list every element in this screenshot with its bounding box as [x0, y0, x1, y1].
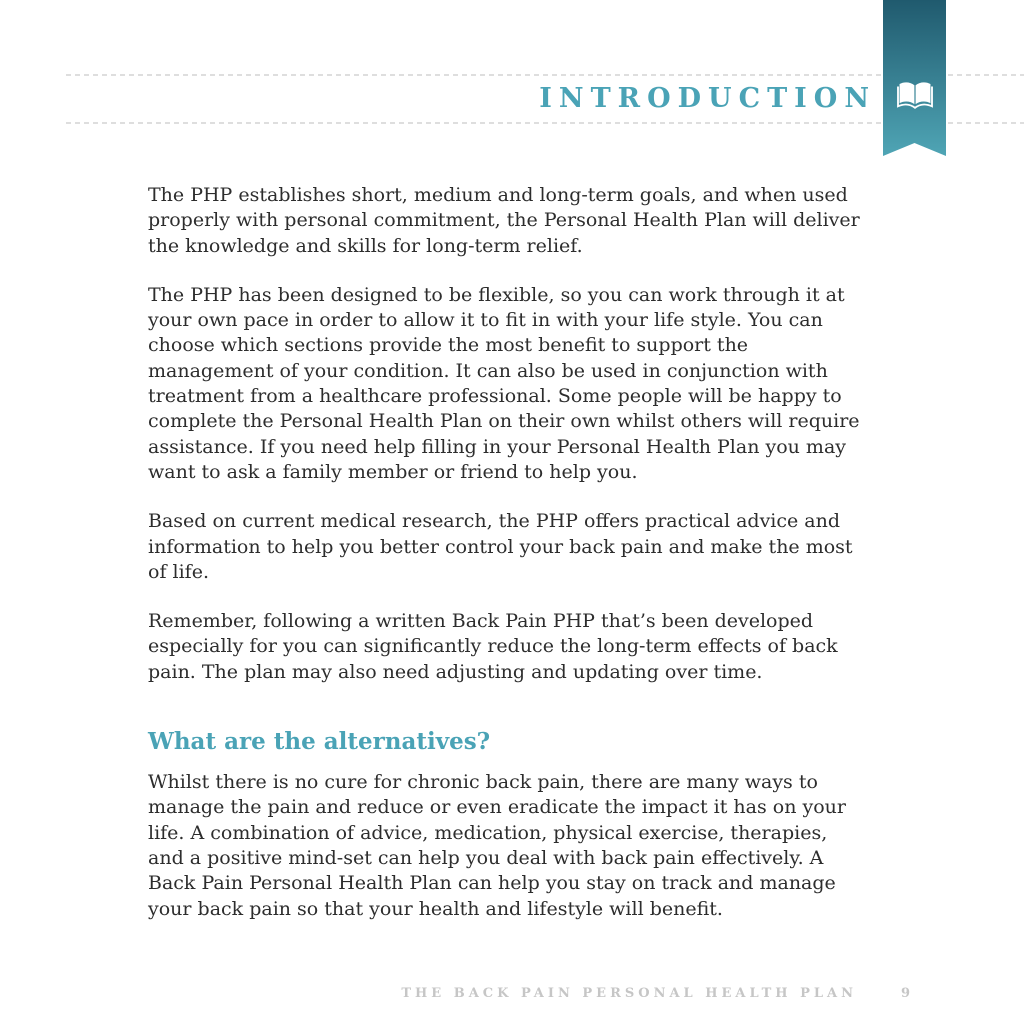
paragraph: Based on current medical research, the PHP offers practical advice and information to help you better control your back pain and make the most of life. — [148, 510, 853, 583]
paragraph: Remember, following a written Back Pain PHP that’s been developed especially for you can significantly reduce the long-term effects of back pain. The plan may also need adjusting and updating over time. — [148, 610, 838, 683]
page-number: 9 — [900, 986, 914, 1001]
page-content — [148, 183, 864, 946]
page-footer — [401, 986, 914, 1001]
chapter-title: INTRODUCTION — [539, 83, 876, 114]
bookmark-ribbon — [883, 0, 946, 156]
section-subheading: What are the alternatives? — [148, 728, 491, 756]
paragraph: The PHP establishes short, medium and long-term goals, and when used properly with personal commitment, the Personal Health Plan will deliver the knowledge and skills for long-term relief. — [148, 184, 860, 257]
dashed-divider-top — [66, 74, 1024, 76]
paragraph: The PHP has been designed to be flexible, so you can work through it at your own pace in order to allow it to fit in with your life style. You can choose which sections provide the most benefit to support the management of your condition. It can also be used in conjunction with treatment from a healthcare professional. Some people will be happy to complete the Personal Health Plan on their own whilst others will require assistance. If you need help filling in your Personal Health Plan you may want to ask a family member or friend to help you. — [148, 283, 860, 483]
open-book-icon — [896, 80, 934, 114]
footer-running-title: THE BACK PAIN PERSONAL HEALTH PLAN — [401, 986, 857, 1001]
paragraph: Whilst there is no cure for chronic back pain, there are many ways to manage the pain and reduce or even eradicate the impact it has on your life. A combination of advice, medication, physical exercise, therapies, and a positive mind-set can help you deal with back pain effectively. A Back Pain Personal Health Plan can help you stay on track and manage your back pain so that your health and lifestyle will benefit. — [148, 771, 846, 920]
dashed-divider-bottom — [66, 122, 1024, 124]
